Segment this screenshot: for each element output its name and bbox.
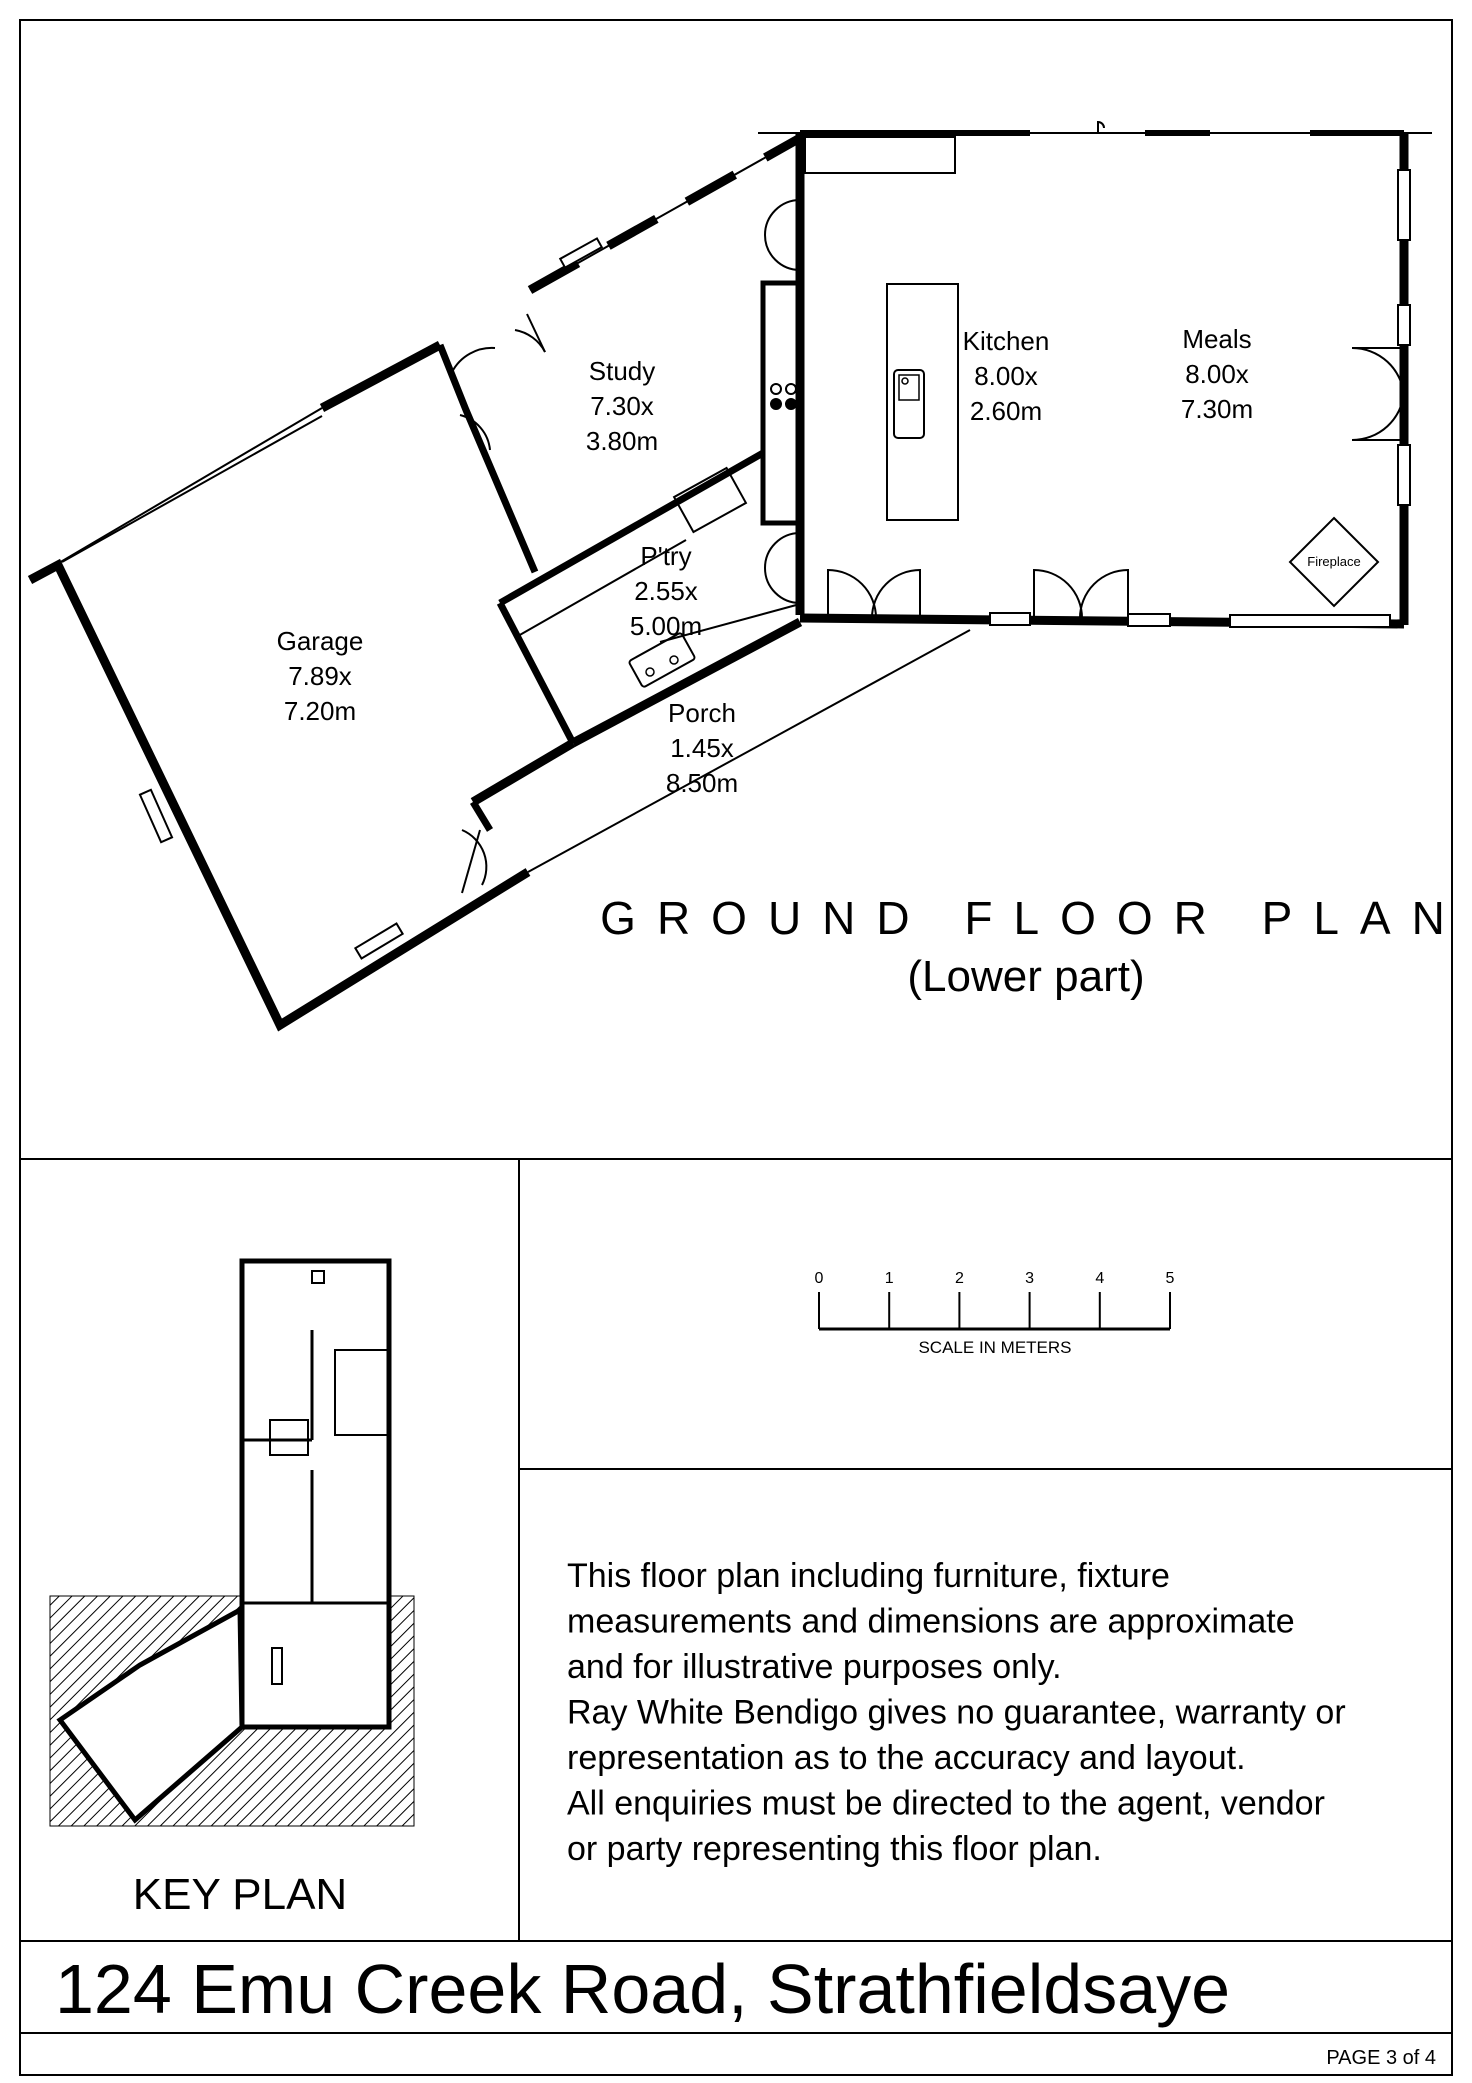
- disclaimer-line: and for illustrative purposes only.: [567, 1648, 1062, 1686]
- scale-tick-label: 3: [1025, 1270, 1035, 1287]
- room-study-dim1: 7.30x: [590, 391, 654, 421]
- key-plan-label: KEY PLAN: [132, 1870, 348, 1919]
- fireplace-label: Fireplace: [1307, 554, 1361, 569]
- disclaimer-line: All enquiries must be directed to the agent, vendor: [567, 1784, 1325, 1823]
- scale-caption: SCALE IN METERS: [918, 1338, 1072, 1357]
- page-number: PAGE 3 of 4: [1326, 2047, 1436, 2069]
- room-pantry: [630, 541, 702, 641]
- room-pantry-dim2: 5.00m: [629, 611, 703, 641]
- scale-tick-label: 2: [954, 1270, 964, 1287]
- room-garage-dim2: 7.20m: [283, 696, 357, 726]
- disclaimer-line: measurements and dimensions are approximate: [567, 1602, 1295, 1641]
- room-kitchen-dim2: 2.60m: [969, 396, 1043, 426]
- property-address: 124 Emu Creek Road, Strathfieldsaye: [55, 1950, 1231, 2028]
- room-kitchen: [963, 326, 1050, 426]
- scale-tick-label: 1: [884, 1270, 894, 1287]
- room-study-name: Study: [588, 356, 656, 386]
- room-garage-dim1: 7.89x: [288, 661, 352, 691]
- disclaimer-line: Ray White Bendigo gives no guarantee, warranty or: [567, 1693, 1346, 1732]
- room-meals-dim1: 8.00x: [1185, 359, 1249, 389]
- disclaimer-line: This floor plan including furniture, fixture: [567, 1557, 1170, 1595]
- room-porch-dim2: 8.50m: [665, 768, 739, 798]
- room-garage-name: Garage: [276, 626, 364, 656]
- disclaimer: [567, 1557, 1346, 1868]
- disclaimer-line: representation as to the accuracy and layout.: [567, 1739, 1246, 1777]
- room-kitchen-name: Kitchen: [962, 326, 1050, 356]
- room-pantry-dim1: 2.55x: [634, 576, 698, 606]
- key-plan: [50, 1261, 414, 1919]
- plan-subtitle: (Lower part): [907, 952, 1145, 1001]
- scale-bar: [815, 1270, 1175, 1357]
- floor-plan-drawing: [30, 122, 1466, 1025]
- room-study-dim2: 3.80m: [585, 426, 659, 456]
- disclaimer-line: or party representing this floor plan.: [567, 1830, 1102, 1868]
- room-meals-dim2: 7.30m: [1180, 394, 1254, 424]
- room-kitchen-dim1: 8.00x: [974, 361, 1038, 391]
- fireplace: [1290, 518, 1378, 606]
- scale-tick-label: 5: [1165, 1270, 1175, 1287]
- room-porch-dim1: 1.45x: [670, 733, 734, 763]
- room-pantry-name: P'try: [640, 541, 692, 571]
- scale-tick-label: 4: [1095, 1270, 1105, 1287]
- scale-tick-label: 0: [814, 1270, 824, 1287]
- room-garage: [277, 626, 364, 726]
- room-porch: [666, 698, 738, 798]
- room-meals-name: Meals: [1182, 324, 1252, 354]
- plan-title: GROUND FLOOR PLAN: [600, 892, 1466, 944]
- room-porch-name: Porch: [668, 698, 736, 728]
- room-meals: [1181, 324, 1253, 424]
- room-study: [586, 356, 658, 456]
